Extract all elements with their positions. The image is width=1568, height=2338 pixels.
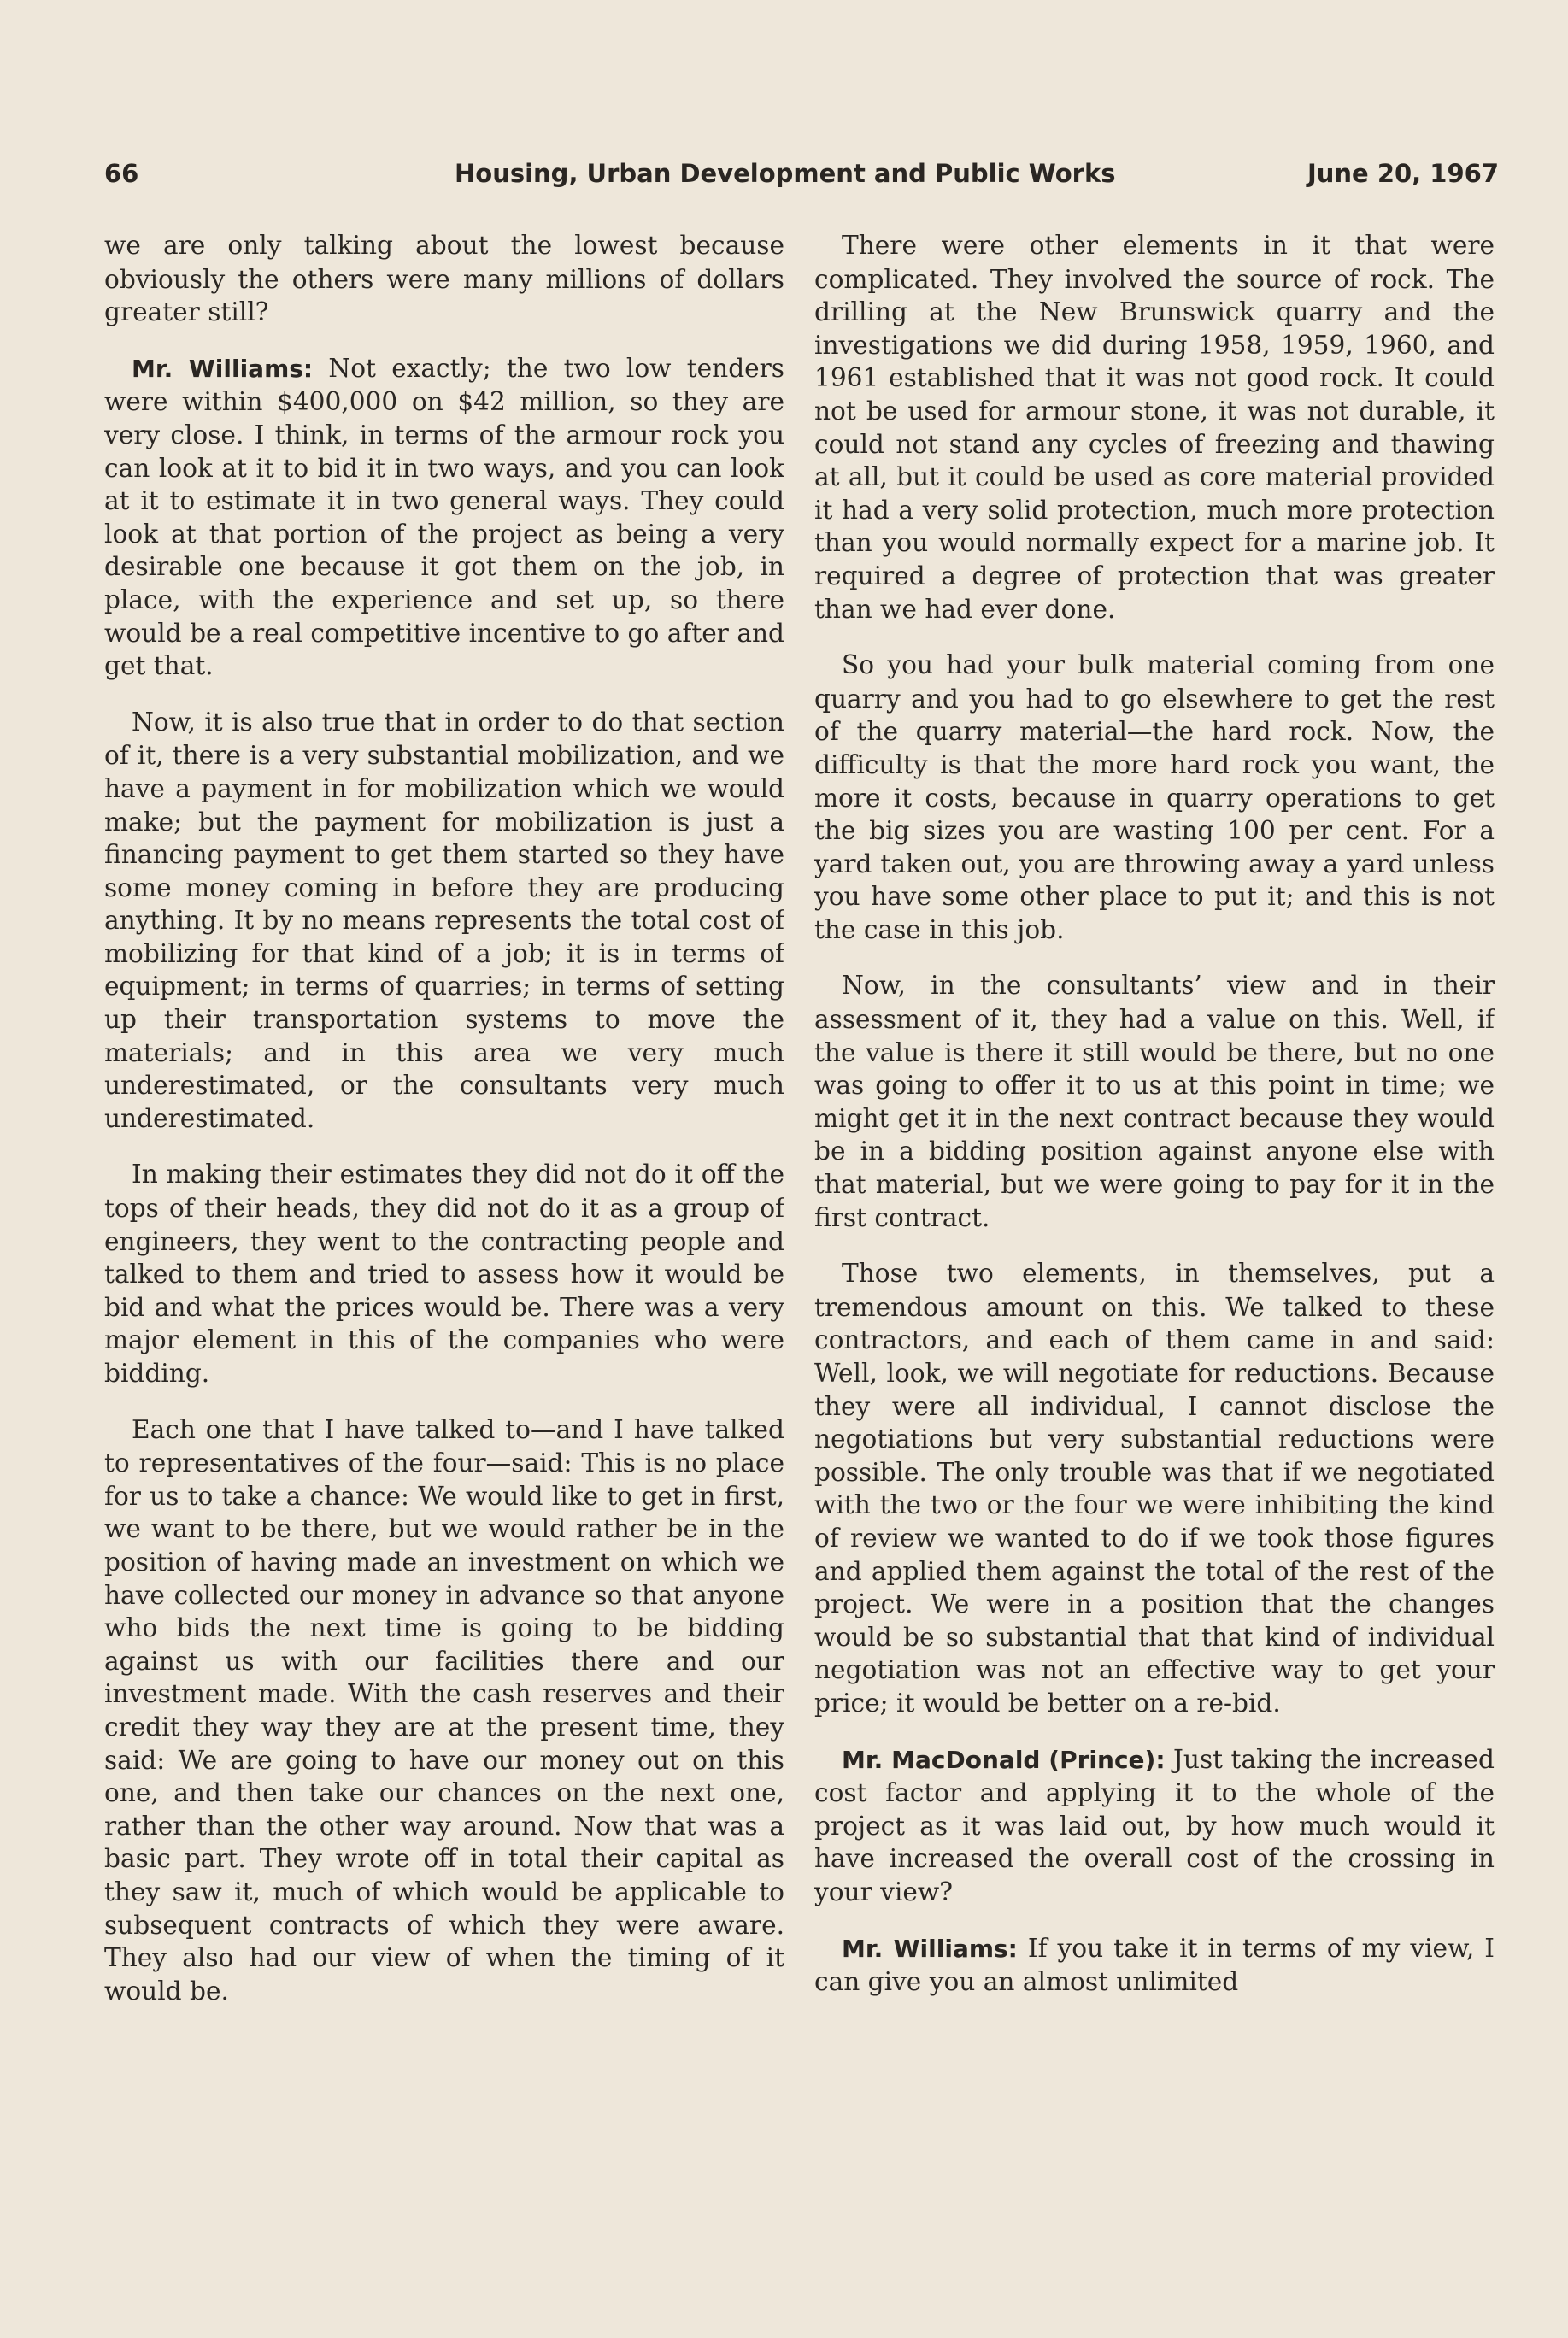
paragraph [814,1257,1495,1719]
speaker-name: Mr. MacDonald (Prince): [842,1745,1166,1774]
paragraph-text: Now, in the consultants’ view and in their assessment of it, they had a value on this. Well, if the value is there it still would be there, but no one was going to offer it to us at this point in time; we might get it in the next contract because they would be in a bidding position against anyone else with that material, but we were going to pay for it in the first contract. [814,971,1495,1232]
paragraph [104,229,784,329]
paragraph [104,706,784,1136]
paragraph-text: So you had your bulk material coming from one quarry and you had to go elsewhere to get the rest of the quarry material—the hard rock. Now, the difficulty is that the more hard rock you want, the more it costs, because in quarry operations to get the big sizes you are wasting 100 per cent. For a yard taken out, you are throwing away a yard unless you have some other place to put it; and this is not the case in this job. [814,650,1495,944]
right-column [814,229,1495,2194]
paragraph [104,1158,784,1389]
paragraph-text: Those two elements, in themselves, put a tremendous amount on this. We talked to these contractors, and each of them came in and said: Well, look, we will negotiate for reductions. Because they were all individual, I cannot disclose the negotiations but very substantial reductions were possible. The only trouble was that if we negotiated with the two or the four we were inhibiting the kind of review we wanted to do if we took those figures and applied them against the total of the rest of the project. We were in a position that the changes would be so substantial that that kind of individual negotiation was not an effective way to get your price; it would be better on a re-bid. [814,1259,1495,1718]
publication-title: Housing, Urban Development and Public Works [455,159,1116,188]
paragraph [104,1413,784,2008]
paragraph [814,649,1495,946]
speaker-name: Mr. Williams: [132,354,314,383]
running-header [104,159,1499,200]
page-number: 66 [104,159,139,188]
paragraph-text: In making their estimates they did not do it off the tops of their heads, they did not do it as a group of engineers, they went to the contracting people and talked to them and tried to assess how it would be bid and what the prices would be. There was a very major element in this of the companies who were bidding. [104,1160,784,1388]
paragraph [814,969,1495,1234]
paragraph-text: Now, it is also true that in order to do that section of it, there is a very substantial mobilization, and we have a payment in for mobilization which we would make; but the payment for mobilization is just a financing payment to get them started so they have some money coming in before they are producing anything. It by no means represents the total cost of mobilizing for that kind of a job; it is in terms of equipment; in terms of quarries; in terms of setting up their transportation systems to move the materials; and in this area we very much underestimated, or the consultants very much underestimated. [104,707,784,1133]
paragraph-text: If you take it in terms of my view, I can give you an almost unlimited [814,1933,1495,1997]
paragraph [104,352,784,683]
left-column [104,229,784,2194]
header-date: June 20, 1967 [1307,159,1499,188]
paragraph-text: Not exactly; the two low tenders were within $400,000 on $42 million, so they are very close. I think, in terms of the armour rock you can look at it to bid it in two ways, and you can look at it to estimate it in two general ways. They could look at that portion of the project as being a very desirable one because it got them on the job, in place, with the experience and set up, so there would be a real competitive incentive to go after and get that. [104,353,784,681]
paragraph-text: Just taking the increased cost factor and applying it to the whole of the project as it was laid out, by how much would it have increased the overall cost of the crossing in your view? [814,1744,1495,1906]
paragraph [814,229,1495,626]
speaker-name: Mr. Williams: [842,1934,1018,1963]
paragraph-text: we are only talking about the lowest because obviously the others were many millions of dollars greater still? [104,231,784,327]
paragraph [814,1932,1495,1999]
paragraph-text: There were other elements in it that were complicated. They involved the source of rock. The drilling at the New Brunswick quarry and the investigations we did during 1958, 1959, 1960, and 1961 established that it was not good rock. It could not be used for armour stone, it was not durable, it could not stand any cycles of freezing and thawing at all, but it could be used as core material provided it had a very solid protection, much more protection than you would normally expect for a marine job. It required a degree of protection that was greater than we had ever done. [814,231,1495,624]
paragraph [814,1743,1495,1909]
paragraph-text: Each one that I have talked to—and I have talked to representatives of the four—said: This is no place for us to take a chance: We would like to get in first, we want to be there, but we would rather be in the position of having made an investment on which we have collected our money in advance so that anyone who bids the next time is going to be bidding against us with our facilities there and our investment made. With the cash reserves and their credit they way they are at the present time, they said: We are going to have our money out on this one, and then take our chances on the next one, rather than the other way around. Now that was a basic part. They wrote off in total their capital as they saw it, much of which would be applicable to subsequent contracts of which they were aware. They also had our view of when the timing of it would be. [104,1414,784,2006]
